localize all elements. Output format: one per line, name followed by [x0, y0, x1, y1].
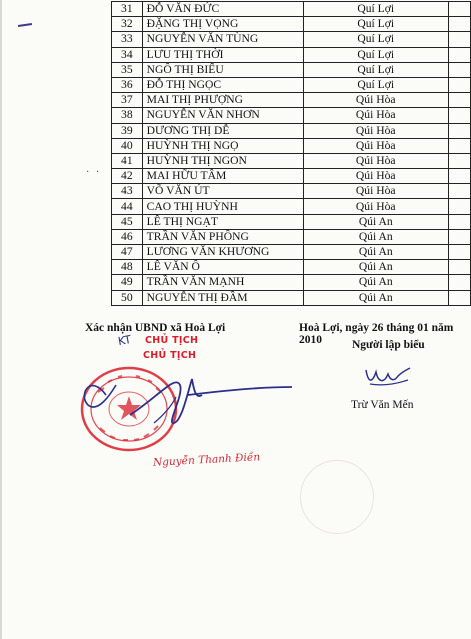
person-name: ĐỖ VĂN ĐỨC: [142, 2, 303, 17]
table-row: [112, 77, 471, 92]
table-row: [112, 245, 471, 260]
faint-stamp-impression: [300, 460, 374, 534]
row-number: 38: [112, 108, 143, 123]
person-name: NGUYỄN VĂN NHƠN: [142, 108, 303, 123]
hamlet-name: Qúi Hòa: [303, 108, 448, 123]
chairman-signature-icon: [70, 365, 295, 435]
row-number: 49: [112, 275, 143, 290]
pen-dots-mark: · ·: [86, 167, 102, 178]
row-number: 31: [112, 2, 143, 17]
row-number: 32: [112, 17, 143, 32]
table-row: [112, 47, 471, 62]
table-row: [112, 123, 471, 138]
blank-cell: [448, 47, 470, 62]
person-name: CAO THỊ HUỲNH: [142, 199, 303, 214]
commune-confirmation-label: Xác nhận UBND xã Hoà Lợi: [85, 322, 226, 334]
person-name: TRẦN VĂN PHỒNG: [142, 229, 303, 244]
person-name: ĐỖ THỊ NGỌC: [142, 77, 303, 92]
blank-cell: [448, 17, 470, 32]
kt-handwritten-mark: KT: [116, 332, 133, 349]
blank-cell: [448, 275, 470, 290]
blank-cell: [448, 290, 470, 305]
row-number: 36: [112, 77, 143, 92]
hamlet-name: Qúi An: [303, 290, 448, 305]
row-number: 40: [112, 138, 143, 153]
table-row: [112, 62, 471, 77]
person-name: DƯƠNG THỊ DỄ: [142, 123, 303, 138]
blank-cell: [448, 138, 470, 153]
row-number: 45: [112, 214, 143, 229]
row-number: 41: [112, 153, 143, 168]
blank-cell: [448, 93, 470, 108]
table-row: [112, 17, 471, 32]
blank-cell: [448, 123, 470, 138]
row-number: 43: [112, 184, 143, 199]
table-row: [112, 169, 471, 184]
chairman-title-handwritten: CHỦ TỊCH: [145, 335, 199, 346]
chairman-signed-name: Nguyễn Thanh Điền: [152, 451, 261, 469]
row-number: 44: [112, 199, 143, 214]
blank-cell: [448, 2, 470, 17]
person-name: MAI HỮU TÂM: [142, 169, 303, 184]
hamlet-name: Qúi An: [303, 275, 448, 290]
blank-cell: [448, 153, 470, 168]
person-name: VÕ VĂN ÚT: [142, 184, 303, 199]
chairman-title-stamp: CHỦ TỊCH: [143, 350, 197, 361]
table-row: [112, 199, 471, 214]
blank-cell: [448, 214, 470, 229]
table-row: [112, 93, 471, 108]
row-number: 42: [112, 169, 143, 184]
blank-cell: [448, 32, 470, 47]
row-number: 48: [112, 260, 143, 275]
roster-body: [112, 2, 471, 306]
row-number: 34: [112, 47, 143, 62]
row-number: 33: [112, 32, 143, 47]
hamlet-name: Qúi Hòa: [303, 153, 448, 168]
hamlet-name: Qúi Hòa: [303, 123, 448, 138]
blank-cell: [448, 229, 470, 244]
roster-table: [111, 1, 471, 306]
hamlet-name: Qúi Hòa: [303, 138, 448, 153]
place-date-line: Hoà Lợi, ngày 26 tháng 01 năm 2010: [299, 322, 454, 346]
pen-dash-mark: [18, 23, 32, 27]
person-name: HUỲNH THỊ NGỌ: [142, 138, 303, 153]
hamlet-name: Qúi An: [303, 214, 448, 229]
row-number: 46: [112, 229, 143, 244]
row-number: 39: [112, 123, 143, 138]
person-name: LÊ THỊ NGẠT: [142, 214, 303, 229]
person-name: LƯƠNG VĂN KHƯƠNG: [142, 245, 303, 260]
person-name: TRẦN VĂN MẠNH: [142, 275, 303, 290]
hamlet-name: Quí Lợi: [303, 47, 448, 62]
table-row: [112, 290, 471, 305]
table-row: [112, 153, 471, 168]
table-row: [112, 229, 471, 244]
table-row: [112, 260, 471, 275]
table-row: [112, 138, 471, 153]
row-number: 37: [112, 93, 143, 108]
table-row: [112, 184, 471, 199]
person-name: HUỲNH THỊ NGON: [142, 153, 303, 168]
hamlet-name: Quí Lợi: [303, 62, 448, 77]
table-row: [112, 2, 471, 17]
blank-cell: [448, 62, 470, 77]
hamlet-name: Quí Lợi: [303, 77, 448, 92]
blank-cell: [448, 184, 470, 199]
table-row: [112, 108, 471, 123]
blank-cell: [448, 199, 470, 214]
hamlet-name: Qúi Hòa: [303, 199, 448, 214]
table-row: [112, 275, 471, 290]
row-number: 47: [112, 245, 143, 260]
person-name: NGUYỄN VĂN TÙNG: [142, 32, 303, 47]
table-row: [112, 32, 471, 47]
person-name: LƯU THỊ THỜI: [142, 47, 303, 62]
blank-cell: [448, 245, 470, 260]
hamlet-name: Qúi An: [303, 245, 448, 260]
person-name: NGÔ THỊ BIẾU: [142, 62, 303, 77]
table-row: [112, 214, 471, 229]
row-number: 50: [112, 290, 143, 305]
blank-cell: [448, 108, 470, 123]
blank-cell: [448, 77, 470, 92]
row-number: 35: [112, 62, 143, 77]
hamlet-name: Qúi Hòa: [303, 184, 448, 199]
hamlet-name: Qúi An: [303, 260, 448, 275]
hamlet-name: Quí Lợi: [303, 17, 448, 32]
hamlet-name: Quí Lợi: [303, 2, 448, 17]
preparer-name: Trừ Văn Mến: [351, 399, 414, 411]
person-name: LÊ VĂN Ô: [142, 260, 303, 275]
page-edge: [0, 0, 2, 639]
preparer-title: Người lập biểu: [352, 339, 425, 351]
hamlet-name: Qúi Hòa: [303, 169, 448, 184]
person-name: MAI THỊ PHƯỢNG: [142, 93, 303, 108]
person-name: NGUYỄN THỊ ĐẦM: [142, 290, 303, 305]
hamlet-name: Qúi An: [303, 229, 448, 244]
blank-cell: [448, 169, 470, 184]
person-name: ĐẶNG THỊ VỌNG: [142, 17, 303, 32]
blank-cell: [448, 260, 470, 275]
hamlet-name: Quí Lợi: [303, 32, 448, 47]
preparer-signature-icon: [362, 362, 412, 390]
hamlet-name: Qúi Hòa: [303, 93, 448, 108]
